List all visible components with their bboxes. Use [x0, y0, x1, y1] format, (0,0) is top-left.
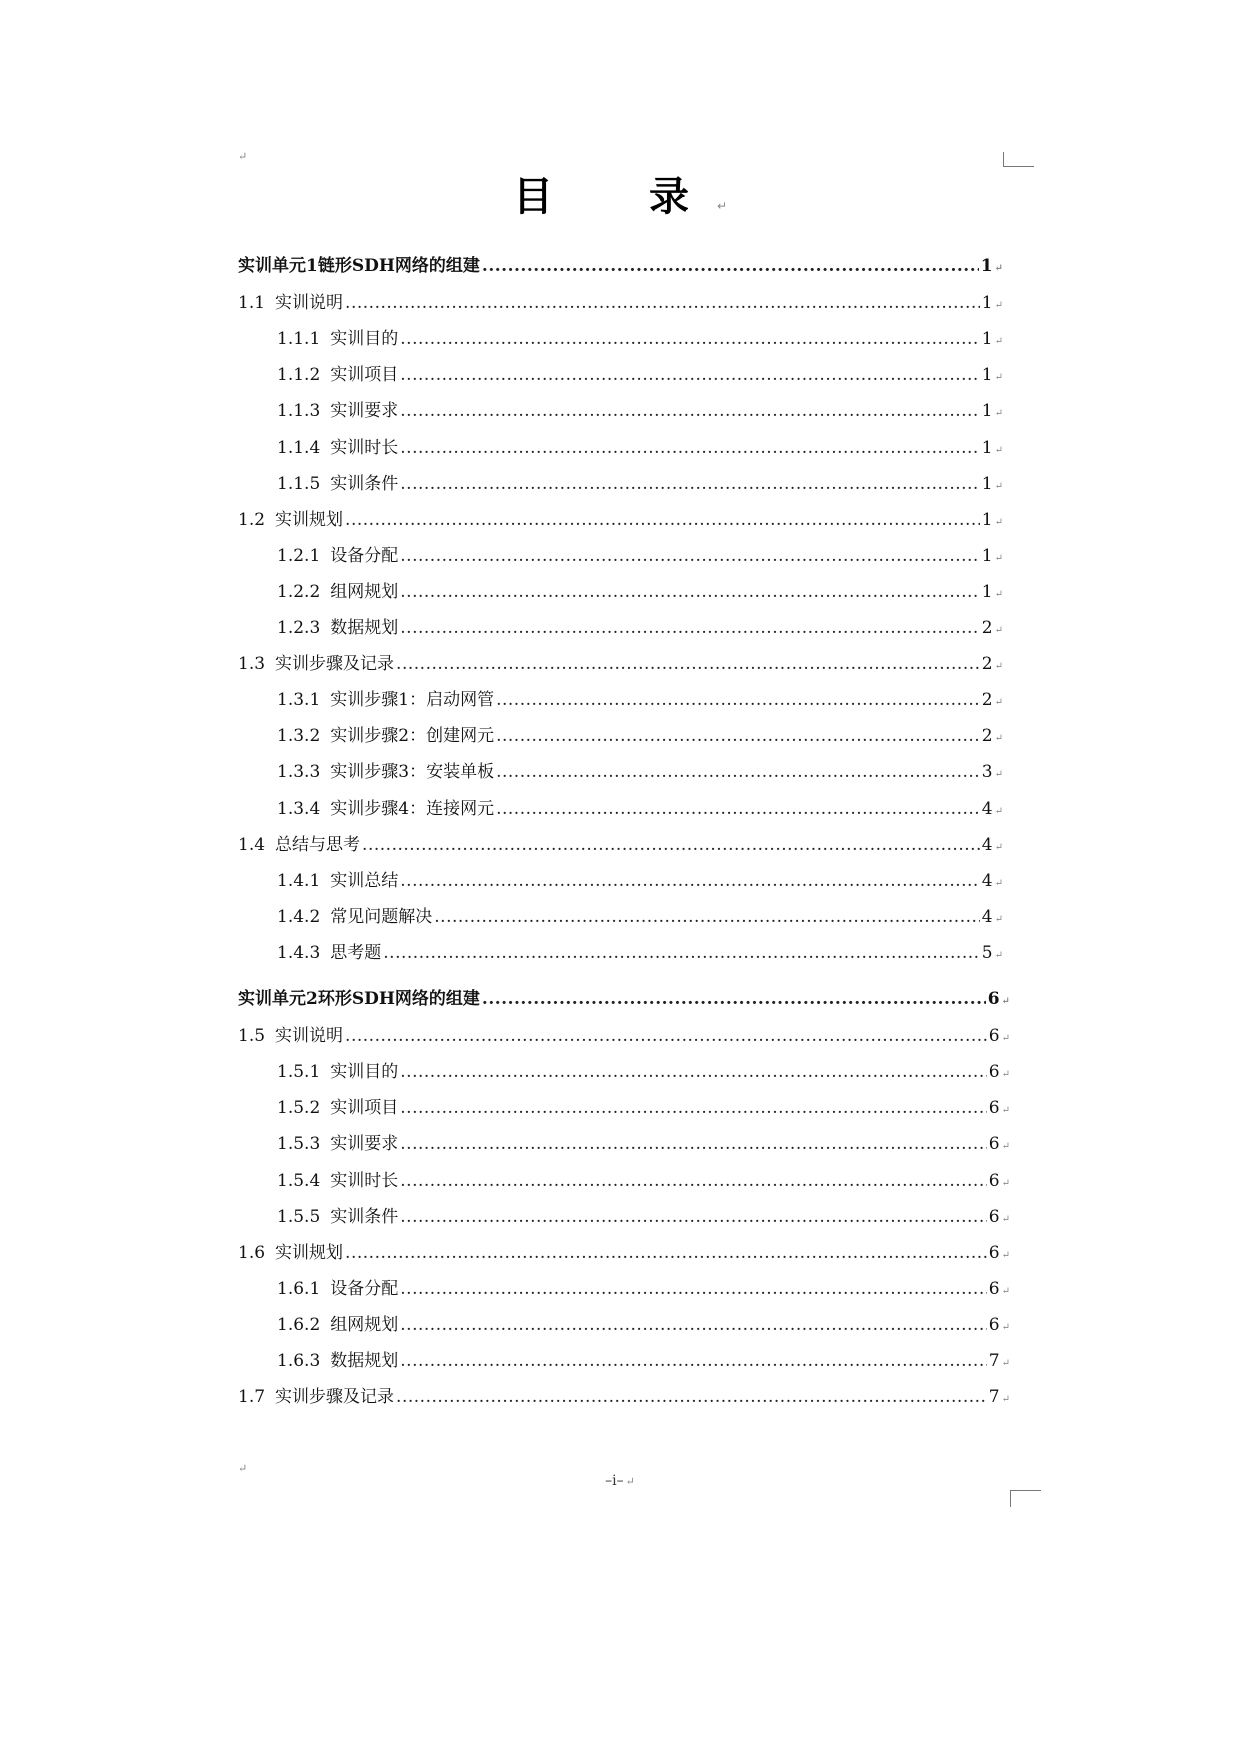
- toc-entry-label: 组网规划: [330, 581, 399, 602]
- toc-unit-heading[interactable]: [238, 255, 1003, 280]
- paragraph-mark: ↵: [1001, 1285, 1010, 1297]
- toc-subsection-entry[interactable]: [277, 906, 1003, 931]
- toc-subsection-entry[interactable]: [277, 437, 1003, 462]
- dot-leader: [400, 1133, 987, 1155]
- toc-entry-number: 1.5.5: [277, 1206, 321, 1227]
- toc-entry-label: 实训步骤1：启动网管: [330, 690, 495, 711]
- toc-page-number: 5: [981, 942, 993, 963]
- toc-entry-label: 常见问题解决: [330, 906, 433, 927]
- toc-entry-number: 1.4.2: [277, 906, 321, 927]
- toc-page-number: 1: [981, 509, 993, 530]
- paragraph-mark: ↵: [994, 733, 1003, 745]
- paragraph-mark: ↵: [994, 516, 1003, 528]
- paragraph-mark: ↵: [1001, 1358, 1010, 1369]
- toc-page-number: 2: [981, 690, 993, 711]
- toc-entry-label: 实训步骤及记录: [275, 654, 395, 675]
- toc-section-entry[interactable]: [238, 1025, 1010, 1050]
- dot-leader: [345, 1242, 987, 1264]
- toc-page-number: 6: [988, 1170, 1000, 1191]
- paragraph-mark: ↵: [994, 913, 1003, 925]
- toc-entry-label: 实训项目: [330, 365, 399, 386]
- toc-page-number: 6: [988, 1026, 1000, 1047]
- toc-subsection-entry[interactable]: [277, 1314, 1010, 1339]
- toc-page-number: 4: [981, 834, 993, 855]
- toc-page-number: 3: [981, 762, 993, 783]
- toc-section-entry[interactable]: [238, 1242, 1010, 1267]
- dot-leader: [400, 364, 980, 386]
- page-footer: [0, 1473, 1240, 1489]
- toc-subsection-entry[interactable]: [277, 870, 1003, 895]
- toc-page-number: 1: [981, 581, 993, 602]
- paragraph-mark: ↵: [994, 588, 1003, 600]
- dot-leader: [396, 1386, 987, 1408]
- toc-entry-number: 1.6.2: [277, 1314, 321, 1335]
- toc-entry-label: 组网规划: [330, 1314, 399, 1335]
- dot-leader: [400, 1097, 987, 1119]
- paragraph-mark: ↵: [994, 877, 1003, 889]
- toc-subsection-entry[interactable]: [277, 1350, 1010, 1375]
- dot-leader: [345, 509, 980, 531]
- toc-page-number: 2: [981, 618, 993, 638]
- paragraph-mark: ↵: [1001, 1069, 1010, 1081]
- toc-subsection-entry[interactable]: [277, 545, 1003, 570]
- page-title-text: 目 录: [512, 174, 717, 220]
- toc-entry-label: 实训单元1链形SDH网络的组建: [238, 256, 480, 276]
- toc-entry-number: 1.3: [238, 654, 266, 675]
- toc-entry-label: 实训规划: [275, 1242, 344, 1263]
- paragraph-mark: ↵: [994, 480, 1003, 492]
- dot-leader: [496, 798, 980, 820]
- toc-entry-number: 1.3.2: [277, 726, 321, 747]
- dot-leader: [400, 1278, 987, 1300]
- toc-entry-number: 1.5.3: [277, 1134, 321, 1155]
- dot-leader: [496, 689, 980, 711]
- paragraph-mark: ↵: [994, 805, 1003, 817]
- toc-entry-label: 设备分配: [330, 1278, 399, 1299]
- toc-entry-label: 实训要求: [330, 401, 399, 422]
- crop-mark-bottom-right: [1010, 1490, 1041, 1507]
- paragraph-mark: ↵: [1001, 1105, 1010, 1117]
- toc-entry-number: 1.1: [238, 293, 266, 314]
- toc-entry-label: 思考题: [330, 942, 382, 963]
- paragraph-mark: ↵: [1001, 1141, 1010, 1153]
- toc-page-number: 1: [981, 401, 993, 422]
- toc-subsection-entry[interactable]: [277, 1133, 1010, 1158]
- toc-subsection-entry[interactable]: [277, 617, 1003, 642]
- toc-page-number: 4: [981, 870, 993, 891]
- dot-leader: [400, 581, 980, 603]
- toc-entry-number: 1.4.1: [277, 870, 321, 891]
- toc-entry-number: 1.7: [238, 1387, 266, 1408]
- toc-page-number: 6: [988, 1062, 1000, 1083]
- dot-leader: [362, 834, 980, 856]
- toc-subsection-entry[interactable]: [277, 473, 1003, 498]
- toc-section-entry[interactable]: [238, 1386, 1010, 1411]
- toc-entry-number: 1.2.3: [277, 618, 321, 638]
- toc-entry-number: 1.1.4: [277, 437, 321, 458]
- dot-leader: [345, 1025, 987, 1047]
- paragraph-mark: ↵: [994, 372, 1003, 384]
- dot-leader: [400, 437, 980, 459]
- toc-entry-label: 实训目的: [330, 1062, 399, 1083]
- toc-entry-number: 1.4.3: [277, 942, 321, 963]
- toc-subsection-entry[interactable]: [277, 364, 1003, 389]
- toc-entry-label: 实训项目: [330, 1098, 399, 1119]
- toc-entry-label: 实训要求: [330, 1134, 399, 1155]
- toc-entry-number: 1.2.1: [277, 545, 321, 566]
- toc-section-entry[interactable]: [238, 292, 1003, 317]
- dot-leader: [400, 617, 980, 639]
- toc-entry-number: 1.6: [238, 1242, 266, 1263]
- toc-entry-label: 数据规划: [330, 618, 399, 638]
- paragraph-mark: ↵: [1001, 1177, 1010, 1189]
- paragraph-mark: ↵: [994, 661, 1003, 673]
- toc-page-number: 1: [981, 293, 993, 314]
- toc-page-number: 1: [981, 329, 993, 350]
- dot-leader: [400, 1314, 987, 1336]
- paragraph-mark: ↵: [994, 841, 1003, 853]
- toc-subsection-entry[interactable]: [277, 725, 1003, 750]
- toc-page-number: 1: [981, 545, 993, 566]
- paragraph-mark: ↵: [994, 444, 1003, 456]
- toc-entry-number: 1.6.3: [277, 1351, 321, 1371]
- toc-section-entry[interactable]: [238, 509, 1003, 534]
- toc-subsection-entry[interactable]: [277, 761, 1003, 786]
- toc-subsection-entry[interactable]: [277, 1278, 1010, 1303]
- toc-entry-number: 1.3.3: [277, 762, 321, 783]
- toc-entry-number: 1.1.3: [277, 401, 321, 422]
- toc-entry-label: 设备分配: [330, 545, 399, 566]
- toc-entry-label: 实训步骤及记录: [275, 1387, 395, 1408]
- toc-section-entry[interactable]: [238, 834, 1003, 859]
- toc-entry-number: 1.5: [238, 1026, 266, 1047]
- paragraph-mark: ↵: [1001, 1249, 1010, 1261]
- toc-entry-label: 数据规划: [330, 1351, 399, 1371]
- paragraph-mark: ↵: [994, 263, 1003, 274]
- toc-entry-label: 实训说明: [275, 293, 344, 314]
- dot-leader: [400, 400, 980, 422]
- toc-page-number: 1: [981, 365, 993, 386]
- toc-page-number: 2: [981, 726, 993, 747]
- toc-entry-number: 1.2: [238, 509, 266, 530]
- toc-unit-heading[interactable]: [238, 988, 1010, 1013]
- dot-leader: [345, 292, 980, 314]
- toc-entry-label: 实训时长: [330, 1170, 399, 1191]
- toc-entry-label: 实训条件: [330, 1206, 399, 1227]
- paragraph-mark: ↵: [994, 408, 1003, 420]
- paragraph-mark: ↵: [625, 1475, 635, 1488]
- toc-page-number: 7: [988, 1351, 1000, 1371]
- toc-page-number: 6: [988, 1314, 1000, 1335]
- toc-entry-number: 1.3.1: [277, 690, 321, 711]
- toc-entry-number: 1.4: [238, 834, 266, 855]
- paragraph-mark: ↵: [994, 697, 1003, 709]
- toc-entry-label: 实训步骤3：安装单板: [330, 762, 495, 783]
- toc-entry-label: 总结与思考: [275, 834, 361, 855]
- paragraph-mark: ↵: [1001, 1033, 1010, 1045]
- dot-leader: [400, 545, 980, 567]
- paragraph-mark: ↵: [1001, 1394, 1010, 1406]
- toc-page-number: 6: [988, 1098, 1000, 1119]
- dot-leader: [400, 1061, 987, 1083]
- toc-subsection-entry[interactable]: [277, 689, 1003, 714]
- dot-leader: [400, 1206, 987, 1228]
- toc-subsection-entry[interactable]: [277, 400, 1003, 425]
- toc-page-number: 6: [988, 1278, 1000, 1299]
- toc-entry-number: 1.2.2: [277, 581, 321, 602]
- toc-entry-label: 实训规划: [275, 509, 344, 530]
- dot-leader: [400, 870, 980, 892]
- toc-subsection-entry[interactable]: [277, 1206, 1010, 1231]
- toc-entry-label: 实训总结: [330, 870, 399, 891]
- toc-entry-label: 实训步骤2：创建网元: [330, 726, 495, 747]
- dot-leader: [482, 988, 986, 1010]
- toc-page-number: 1: [981, 473, 993, 494]
- dot-leader: [482, 255, 979, 277]
- paragraph-mark: ↵: [994, 552, 1003, 564]
- page-number: –i–: [605, 1473, 624, 1489]
- toc-subsection-entry[interactable]: [277, 1061, 1010, 1086]
- toc-entry-number: 1.3.4: [277, 798, 321, 819]
- toc-subsection-entry[interactable]: [277, 1097, 1010, 1122]
- toc-page-number: 4: [981, 798, 993, 819]
- toc-subsection-entry[interactable]: [277, 1170, 1010, 1195]
- toc-entry-number: 1.1.1: [277, 329, 321, 350]
- toc-entry-label: 实训说明: [275, 1026, 344, 1047]
- toc-page-number: 2: [981, 654, 993, 675]
- dot-leader: [396, 653, 980, 675]
- toc-page-number: 6: [988, 1206, 1000, 1227]
- toc-subsection-entry[interactable]: [277, 798, 1003, 823]
- toc-section-entry[interactable]: [238, 653, 1003, 678]
- toc-entry-number: 1.1.2: [277, 365, 321, 386]
- paragraph-mark: ↵: [994, 336, 1003, 348]
- toc-subsection-entry[interactable]: [277, 328, 1003, 353]
- paragraph-mark: ↵: [238, 150, 248, 163]
- toc-page-number: 6: [987, 989, 1000, 1009]
- toc-page-number: 6: [988, 1134, 1000, 1155]
- dot-leader: [383, 942, 980, 964]
- toc-subsection-entry[interactable]: [277, 581, 1003, 606]
- dot-leader: [400, 1350, 987, 1372]
- toc-entry-label: 实训条件: [330, 473, 399, 494]
- dot-leader: [400, 473, 980, 495]
- paragraph-mark: ↵: [994, 949, 1003, 961]
- toc-page-number: 4: [981, 906, 993, 927]
- paragraph-mark: ↵: [1001, 1213, 1010, 1225]
- paragraph-mark: ↵: [1001, 996, 1010, 1007]
- page-title: [0, 165, 1240, 222]
- dot-leader: [434, 906, 980, 928]
- toc-entry-number: 1.5.1: [277, 1062, 321, 1083]
- toc-entry-label: 实训步骤4：连接网元: [330, 798, 495, 819]
- paragraph-mark: ↵: [1001, 1321, 1010, 1333]
- dot-leader: [400, 1170, 987, 1192]
- toc-entry-number: 1.6.1: [277, 1278, 321, 1299]
- toc-entry-number: 1.5.4: [277, 1170, 321, 1191]
- paragraph-mark: ↵: [994, 769, 1003, 781]
- toc-entry-number: 1.5.2: [277, 1098, 321, 1119]
- paragraph-mark: ↵: [994, 625, 1003, 636]
- toc-entry-label: 实训目的: [330, 329, 399, 350]
- toc-page-number: 6: [988, 1242, 1000, 1263]
- toc-entry-number: 1.1.5: [277, 473, 321, 494]
- paragraph-mark: ↵: [238, 1462, 248, 1475]
- toc-page-number: 1: [980, 256, 993, 276]
- dot-leader: [496, 725, 980, 747]
- toc-page-number: 1: [981, 437, 993, 458]
- toc-entry-label: 实训时长: [330, 437, 399, 458]
- toc-subsection-entry[interactable]: [277, 942, 1003, 967]
- paragraph-mark: ↵: [716, 199, 728, 213]
- dot-leader: [496, 761, 980, 783]
- toc-page-number: 7: [988, 1387, 1000, 1408]
- paragraph-mark: ↵: [994, 300, 1003, 312]
- dot-leader: [400, 328, 980, 350]
- toc-entry-label: 实训单元2环形SDH网络的组建: [238, 989, 480, 1009]
